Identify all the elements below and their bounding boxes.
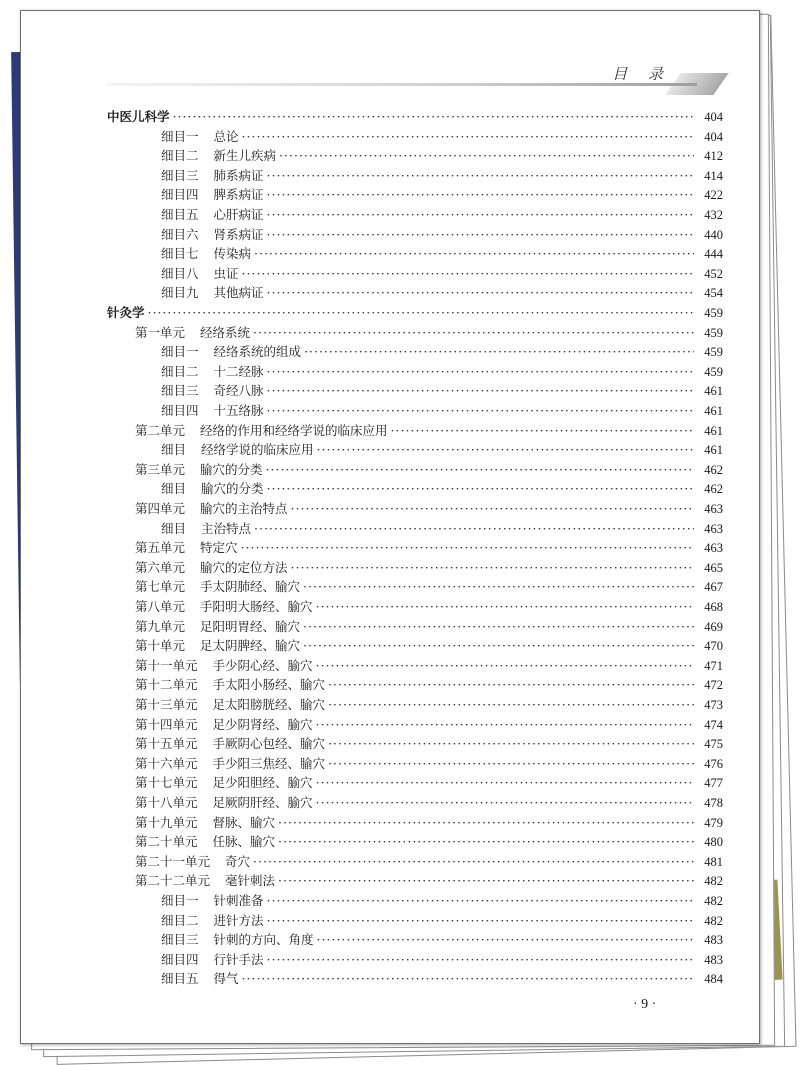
toc-page-number: 459 (704, 364, 723, 379)
toc-item-row[interactable] (161, 244, 723, 264)
toc-dot-leader (278, 832, 694, 852)
toc-entry-title: 虫证 (213, 265, 239, 281)
toc-dot-leader (267, 891, 694, 911)
toc-entry-title: 腧穴的分类 (200, 461, 263, 477)
toc-entry-number: 细目一 (161, 893, 199, 908)
page-header-title: 目 录 (612, 65, 671, 83)
toc-entry-number: 第十六单元 (135, 755, 198, 771)
toc-entry-title: 足少阳胆经、腧穴 (212, 775, 313, 791)
toc-entry-number: 细目二 (161, 912, 199, 928)
toc-dot-leader (317, 930, 694, 950)
toc-item-row[interactable] (161, 146, 723, 166)
toc-entry-title: 奇穴 (225, 853, 251, 869)
toc-entry-label (135, 715, 313, 735)
toc-page-number: 465 (704, 560, 723, 575)
toc-page-number: 474 (704, 717, 723, 732)
toc-page-number: 461 (704, 384, 723, 399)
toc-entry-label (135, 773, 313, 793)
toc-entry-label (135, 617, 300, 637)
toc-entry-label (135, 577, 300, 597)
toc-page-number: 459 (704, 345, 723, 360)
toc-entry-number: 第四单元 (135, 501, 186, 516)
toc-page-number: 444 (704, 247, 723, 262)
toc-entry-title: 腧穴的主治特点 (200, 501, 288, 516)
toc-unit-row[interactable] (135, 871, 723, 891)
toc-dot-leader (267, 283, 694, 303)
toc-unit-row[interactable] (135, 323, 723, 343)
toc-dot-leader (291, 558, 694, 578)
toc-dot-leader (253, 323, 694, 343)
toc-page-number: 463 (704, 541, 723, 556)
toc-unit-row[interactable] (135, 773, 723, 793)
toc-entry-label (135, 460, 263, 480)
toc-page-number: 452 (704, 266, 723, 281)
toc-dot-leader (316, 773, 694, 793)
toc-entry-number: 细目二 (161, 363, 199, 379)
toc-page-number: 440 (704, 227, 723, 242)
toc-page-number: 477 (704, 776, 723, 791)
toc-item-row[interactable] (161, 166, 723, 186)
toc-page-number: 471 (704, 658, 723, 673)
toc-dot-leader (316, 715, 694, 735)
toc-entry-label (107, 107, 170, 127)
header-rule (107, 83, 697, 86)
toc-entry-label (135, 558, 288, 578)
toc-entry-label (135, 323, 250, 343)
toc-entry-label (161, 127, 239, 147)
toc-entry-label (161, 401, 264, 421)
toc-entry-number: 细目 (161, 520, 187, 536)
toc-dot-leader (242, 264, 694, 284)
toc-unit-row[interactable] (135, 597, 723, 617)
toc-page-number: 483 (704, 933, 723, 948)
toc-page-number: 469 (704, 619, 723, 634)
toc-entry-number: 细目五 (161, 971, 199, 987)
toc-entry-number: 第三单元 (135, 461, 186, 477)
toc-dot-leader (267, 401, 694, 421)
toc-entry-number: 细目 (161, 481, 187, 497)
toc-page-number: 468 (704, 600, 723, 614)
toc-page-number: 461 (704, 404, 723, 418)
toc-page-number: 483 (704, 952, 723, 967)
toc-page-number: 414 (704, 168, 723, 183)
toc-page-number: 461 (704, 443, 723, 458)
toc-entry-label (161, 342, 301, 362)
toc-entry-label (161, 146, 276, 166)
toc-entry-label (135, 656, 313, 676)
toc-dot-leader (278, 813, 694, 833)
toc-entry-title: 经络系统 (200, 324, 251, 340)
toc-dot-leader (391, 421, 694, 441)
toc-entry-title: 毫针刺法 (225, 873, 276, 889)
toc-entry-title: 腧穴的定位方法 (200, 559, 288, 575)
toc-dot-leader (303, 617, 694, 637)
toc-entry-label (161, 911, 264, 931)
toc-entry-label (161, 283, 264, 303)
toc-unit-row[interactable] (135, 832, 723, 852)
toc-entry-title: 特定穴 (200, 540, 238, 556)
toc-dot-leader (267, 362, 694, 382)
toc-entry-number: 细目六 (161, 226, 199, 242)
toc-entry-number: 细目三 (161, 167, 199, 183)
toc-entry-title: 奇经八脉 (213, 383, 264, 399)
toc-unit-row[interactable] (135, 695, 723, 715)
toc-dot-leader (148, 303, 694, 323)
toc-page-number: 482 (704, 894, 723, 908)
toc-dot-leader (267, 166, 694, 186)
toc-item-row[interactable] (161, 479, 723, 499)
toc-entry-title: 任脉、腧穴 (212, 834, 276, 850)
toc-entry-label (161, 264, 239, 284)
toc-entry-label (135, 871, 275, 891)
toc-entry-label (161, 166, 264, 186)
toc-unit-row[interactable] (135, 852, 723, 872)
toc-page-number: 404 (704, 110, 723, 124)
toc-dot-leader (316, 656, 694, 676)
toc-entry-title: 针刺的方向、角度 (213, 932, 314, 948)
toc-unit-row[interactable] (135, 715, 723, 735)
toc-entry-number: 第十二单元 (135, 677, 198, 693)
toc-unit-row[interactable] (135, 460, 723, 480)
toc-entry-title: 经络的作用和经络学说的临床应用 (200, 422, 388, 438)
toc-page-number: 481 (704, 854, 723, 869)
toc-entry-number: 细目 (161, 442, 187, 458)
toc-entry-label (161, 950, 264, 970)
toc-item-row[interactable] (161, 362, 723, 382)
toc-unit-row[interactable] (135, 499, 723, 519)
toc-entry-number: 第十七单元 (135, 775, 198, 791)
toc-entry-title: 腧穴的分类 (201, 481, 264, 497)
toc-unit-row[interactable] (135, 675, 723, 695)
toc-page-number: 484 (704, 972, 723, 987)
toc-page-number: 475 (704, 737, 723, 752)
toc-entry-number: 细目一 (161, 344, 199, 360)
toc-entry-title: 肺系病证 (213, 167, 264, 183)
toc-page-number: 422 (704, 188, 723, 203)
toc-entry-label (107, 303, 145, 323)
toc-entry-label (135, 793, 313, 813)
toc-entry-label (135, 852, 250, 872)
toc-entry-label (135, 636, 300, 656)
toc-item-row[interactable] (161, 264, 723, 284)
toc-dot-leader (241, 538, 694, 558)
toc-entry-number: 第十单元 (135, 638, 186, 654)
toc-unit-row[interactable] (135, 558, 723, 578)
toc-page-number: 463 (704, 521, 723, 536)
toc-entry-label (135, 813, 275, 833)
toc-dot-leader (316, 597, 694, 617)
toc-unit-row[interactable] (135, 813, 723, 833)
toc-item-row[interactable] (161, 185, 723, 205)
toc-entry-number: 第二十一单元 (135, 853, 211, 869)
toc-dot-leader (267, 479, 694, 499)
toc-entry-label (161, 381, 264, 401)
toc-unit-row[interactable] (135, 577, 723, 597)
toc-entry-label (135, 695, 325, 715)
toc-entry-number: 第九单元 (135, 618, 186, 634)
toc-entry-label (135, 538, 238, 558)
toc-entry-label (161, 244, 251, 264)
toc-entry-title: 十五络脉 (213, 403, 264, 418)
toc-entry-title: 针刺准备 (213, 893, 264, 908)
toc-entry-title: 总论 (213, 128, 239, 144)
toc-entry-number: 第六单元 (135, 559, 186, 575)
toc-item-row[interactable] (161, 381, 723, 401)
toc-dot-leader (267, 381, 694, 401)
toc-page-number: 472 (704, 678, 723, 693)
toc-dot-leader (254, 519, 694, 539)
toc-entry-title: 其他病证 (213, 285, 264, 301)
toc-dot-leader (328, 754, 694, 774)
toc-page-number: 482 (704, 874, 723, 889)
toc-entry-title: 手厥阴心包经、腧穴 (212, 736, 326, 752)
toc-entry-title: 足少阴肾经、腧穴 (212, 716, 313, 732)
toc-entry-label (135, 675, 325, 695)
toc-entry-number: 细目四 (161, 187, 199, 203)
toc-dot-leader (317, 440, 694, 460)
toc-page-number: 412 (704, 149, 723, 164)
document-page (20, 10, 760, 1044)
toc-entry-title: 手太阴肺经、腧穴 (200, 579, 301, 595)
toc-entry-title: 中医儿科学 (107, 109, 170, 124)
toc-unit-row[interactable] (135, 656, 723, 676)
toc-dot-leader (328, 675, 694, 695)
toc-entry-label (161, 205, 264, 225)
toc-entry-number: 第八单元 (135, 599, 186, 614)
toc-entry-title: 手阳明大肠经、腧穴 (200, 599, 313, 614)
toc-item-row[interactable] (161, 342, 723, 362)
toc-entry-title: 足太阴脾经、腧穴 (200, 638, 301, 654)
toc-item-row[interactable] (161, 283, 723, 303)
toc-item-row[interactable] (161, 519, 723, 539)
toc-dot-leader (266, 460, 694, 480)
toc-dot-leader (267, 185, 694, 205)
toc-entry-number: 细目八 (161, 265, 199, 281)
toc-item-row[interactable] (161, 930, 723, 950)
toc-entry-number: 细目七 (161, 246, 199, 262)
toc-item-row[interactable] (161, 440, 723, 460)
toc-item-row[interactable] (161, 401, 723, 421)
toc-entry-label (161, 479, 264, 499)
toc-item-row[interactable] (161, 225, 723, 245)
toc-dot-leader (253, 852, 694, 872)
toc-item-row[interactable] (161, 891, 723, 911)
toc-entry-label (135, 754, 325, 774)
toc-page-number: 463 (704, 502, 723, 516)
toc-entry-number: 第五单元 (135, 540, 186, 556)
toc-item-row[interactable] (161, 950, 723, 970)
toc-entry-label (135, 499, 288, 519)
toc-entry-number: 细目四 (161, 403, 199, 418)
toc-entry-title: 经络系统的组成 (213, 344, 302, 360)
toc-entry-title: 督脉、腧穴 (212, 814, 276, 830)
toc-dot-leader (242, 969, 694, 989)
toc-page-number: 461 (704, 423, 723, 438)
toc-entry-title: 传染病 (213, 246, 252, 262)
toc-entry-title: 新生儿疾病 (213, 148, 277, 164)
toc-section-row[interactable] (107, 107, 723, 127)
toc-section-row[interactable] (107, 303, 723, 323)
toc-entry-label (161, 930, 314, 950)
toc-dot-leader (304, 342, 694, 362)
toc-entry-number: 第十四单元 (135, 716, 198, 732)
toc-page-number: 482 (704, 913, 723, 928)
toc-entry-number: 第二单元 (135, 422, 186, 438)
toc-page-number: 459 (704, 306, 723, 320)
toc-entry-number: 第十三单元 (135, 697, 198, 712)
toc-entry-label (161, 969, 239, 989)
toc-item-row[interactable] (161, 127, 723, 147)
toc-page-number: 476 (704, 756, 723, 771)
toc-entry-number: 第一单元 (135, 324, 186, 340)
toc-entry-label (161, 185, 264, 205)
toc-entry-label (135, 421, 388, 441)
toc-entry-number: 细目四 (161, 951, 199, 967)
toc-page-number: 473 (704, 698, 723, 712)
toc-page-number: 478 (704, 796, 723, 810)
toc-entry-title: 手少阴心经、腧穴 (212, 657, 313, 673)
toc-entry-number: 第十一单元 (135, 657, 198, 673)
toc-entry-number: 细目三 (161, 383, 199, 399)
toc-entry-number: 第十五单元 (135, 736, 198, 752)
toc-entry-title: 心肝病证 (213, 207, 264, 222)
toc-page-number: 470 (704, 639, 723, 654)
toc-dot-leader (267, 950, 694, 970)
toc-dot-leader (279, 146, 694, 166)
toc-entry-title: 得气 (213, 971, 239, 987)
toc-item-row[interactable] (161, 911, 723, 931)
toc-entry-number: 细目九 (161, 285, 199, 301)
toc-page-number: 479 (704, 815, 723, 830)
toc-entry-title: 主治特点 (201, 520, 252, 536)
toc-entry-title: 手少阳三焦经、腧穴 (212, 755, 326, 771)
toc-page-number: 459 (704, 325, 723, 340)
toc-entry-label (135, 832, 275, 852)
toc-item-row[interactable] (161, 969, 723, 989)
toc-unit-row[interactable] (135, 734, 723, 754)
toc-unit-row[interactable] (135, 538, 723, 558)
toc-dot-leader (303, 636, 694, 656)
toc-entry-title: 行针手法 (213, 951, 264, 967)
toc-entry-number: 细目二 (161, 148, 199, 164)
toc-entry-number: 第十九单元 (135, 814, 198, 830)
toc-page-number: 462 (704, 482, 723, 497)
toc-entry-label (161, 440, 314, 460)
toc-item-row[interactable] (161, 205, 723, 225)
toc-dot-leader (316, 793, 694, 813)
toc-entry-title: 肾系病证 (213, 226, 264, 242)
toc-page-number: 462 (704, 462, 723, 477)
toc-unit-row[interactable] (135, 793, 723, 813)
toc-dot-leader (267, 225, 694, 245)
toc-entry-number: 第十八单元 (135, 795, 198, 810)
toc-page-number: 454 (704, 286, 723, 301)
toc-dot-leader (328, 695, 694, 715)
toc-page-number: 432 (704, 208, 723, 222)
toc-entry-title: 足阳明胃经、腧穴 (200, 618, 301, 634)
toc-entry-label (161, 891, 264, 911)
toc-page-number: 467 (704, 580, 723, 595)
toc-entry-title: 手太阳小肠经、腧穴 (212, 677, 326, 693)
toc-dot-leader (328, 734, 694, 754)
page-number: · 9 · (633, 997, 657, 1012)
toc-unit-row[interactable] (135, 617, 723, 637)
toc-entry-number: 细目三 (161, 932, 199, 948)
toc-entry-title: 足厥阴肝经、腧穴 (212, 795, 313, 810)
toc-unit-row[interactable] (135, 421, 723, 441)
toc-entry-number: 第二十二单元 (135, 873, 211, 889)
toc-entry-title: 足太阳膀胱经、腧穴 (212, 697, 326, 712)
toc-entry-label (161, 225, 264, 245)
toc-entry-title: 十二经脉 (213, 363, 264, 379)
toc-unit-row[interactable] (135, 754, 723, 774)
toc-entry-title: 针灸学 (107, 305, 145, 320)
toc-dot-leader (291, 499, 694, 519)
toc-dot-leader (267, 205, 694, 225)
toc-entry-label (135, 734, 325, 754)
toc-entry-label (135, 597, 313, 617)
toc-entry-title: 脾系病证 (213, 187, 264, 203)
toc-entry-title: 经络学说的临床应用 (201, 442, 314, 458)
toc-entry-number: 细目五 (161, 207, 199, 222)
toc-dot-leader (267, 911, 694, 931)
toc-dot-leader (278, 871, 694, 891)
toc-dot-leader (173, 107, 694, 127)
toc-unit-row[interactable] (135, 636, 723, 656)
toc-entry-title: 进针方法 (213, 912, 264, 928)
toc-dot-leader (254, 244, 694, 264)
toc-entry-label (161, 519, 251, 539)
toc-entry-number: 第七单元 (135, 579, 186, 595)
toc-dot-leader (242, 127, 694, 147)
toc-dot-leader (303, 577, 694, 597)
toc-entry-number: 细目一 (161, 128, 199, 144)
toc-entry-label (161, 362, 264, 382)
toc-page-number: 404 (704, 129, 723, 144)
toc-entry-number: 第二十单元 (135, 834, 198, 850)
toc-page-number: 480 (704, 835, 723, 850)
